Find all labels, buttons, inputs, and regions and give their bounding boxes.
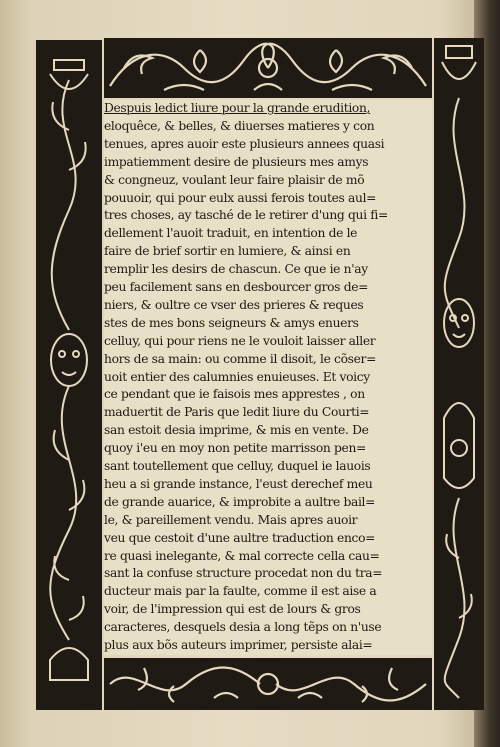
text-line: de grande auarice, & improbite a aultre bail= (104, 494, 376, 509)
text-line: heu a si grande instance, l'eust derechef meu (104, 476, 373, 491)
text-block (104, 100, 432, 655)
text-line: plus aux bõs auteurs imprimer, persiste alai= (104, 638, 373, 652)
top-ornamental-border (104, 38, 432, 98)
text-line: tres choses, ay tasché de le retirer d'ung qui fi= (104, 208, 388, 223)
text-line: ducteur mais par la faulte, comme il est aise a (104, 584, 377, 599)
text-line: pouuoir, qui pour eulx aussi ferois toutes aul= (104, 190, 377, 205)
left-ornamental-border (36, 40, 102, 710)
text-line: hors de sa main: ou comme il disoit, le cõser= (104, 351, 377, 366)
text-line: tenues, apres auoir este plusieurs annees quasi (104, 136, 385, 151)
text-line: sant toutellement que celluy, duquel ie lauois (104, 459, 371, 473)
bottom-ornamental-border (104, 658, 432, 710)
text-line: faire de brief sortir en lumiere, & ainsi en (104, 244, 351, 259)
text-line: impatiemment desire de plusieurs mes amys (104, 154, 369, 169)
text-line: veu que cestoit d'une aultre traduction enco= (104, 530, 376, 545)
text-line: uoit entier des calumnies enuieuses. Et voicy (104, 369, 370, 384)
text-line: caracteres, desquels desia a long tẽps on n'use (104, 620, 382, 635)
text-line: peu facilement sans en desbourcer gros de= (104, 280, 369, 294)
text-line: san estoit desia imprime, & mis en vente. De (104, 423, 369, 438)
text-line: quoy i'eu en moy non petite marrisson pen= (104, 441, 367, 456)
text-line: remplir les desirs de chascun. Ce que ie n'ay (104, 262, 368, 277)
text-line: voir, de l'impression qui est de lours & gros (104, 602, 361, 617)
text-line: le, & pareillement vendu. Mais apres auoir (104, 512, 358, 527)
right-ornamental-border (434, 38, 484, 710)
text-line: maduertit de Paris que ledit liure du Courti= (104, 405, 370, 420)
text-line: eloquêce, & belles, & diuerses matieres y con (104, 118, 375, 133)
text-line: celluy, qui pour riens ne le vouloit laisser aller (104, 333, 376, 348)
text-line: dellement l'auoit traduit, en intention de le (104, 226, 358, 241)
text-line: & congneuz, voulant leur faire plaisir de mõ (104, 172, 365, 187)
text-line: re quasi inelegante, & mal correcte cella cau= (104, 548, 380, 563)
text-line: ce pendant que ie faisois mes apprestes , on (104, 387, 365, 402)
text-line: niers, & oultre ce vser des prieres & reques (104, 297, 364, 312)
text-line: sant la confuse structure procedat non du tra= (104, 566, 383, 581)
text-line: Despuis ledict liure pour la grande erudition, (104, 101, 371, 115)
text-line: stes de mes bons seigneurs & amys enuers (104, 315, 359, 330)
